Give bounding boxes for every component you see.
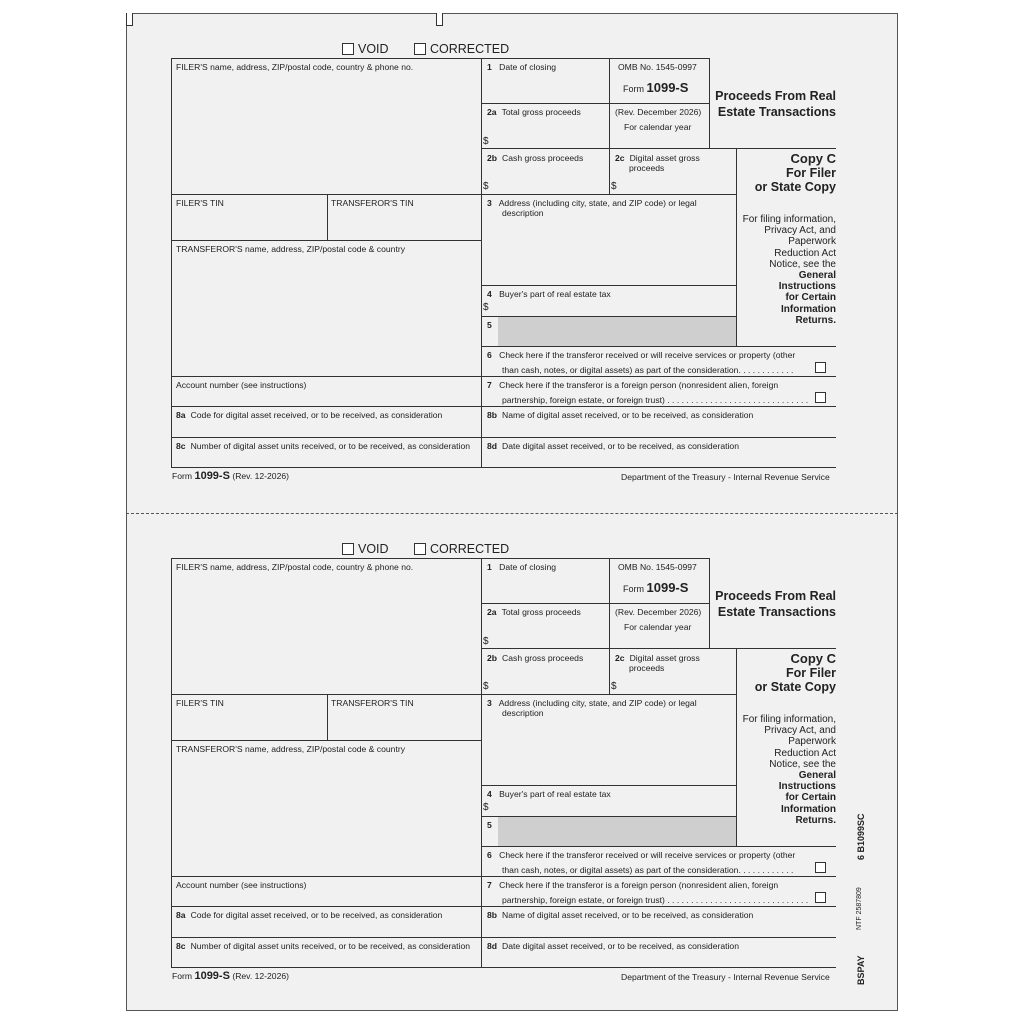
- account-number-label: Account number (see instructions): [176, 880, 307, 890]
- box4-label: 4 Buyer's part of real estate tax: [487, 289, 611, 299]
- box7-label: 7 Check here if the transferor is a foreign person (nonresident alien, foreign: [487, 880, 779, 890]
- side-ntf: NTF 2587809: [856, 887, 863, 930]
- box7-label2: partnership, foreign estate, or foreign trust) . . . . . . . . . . . . . . . . . . . . . . . . . . . . . .: [502, 395, 809, 405]
- box2c-dollar: $: [611, 181, 617, 192]
- void-checkbox[interactable]: VOID: [342, 542, 389, 556]
- form-title: Proceeds From Real Estate Transactions: [715, 89, 836, 119]
- footer-form-id: Form 1099-S (Rev. 12-2026): [172, 970, 290, 982]
- filing-info: For filing information, Privacy Act, and Paperwork Reduction Act Notice, see the General Instructions for Certain Information Returns.: [742, 714, 836, 826]
- box2b-dollar: $: [483, 181, 489, 192]
- calendar-year-label: For calendar year: [624, 122, 692, 132]
- void-checkbox[interactable]: VOID: [342, 42, 389, 56]
- box4-label: 4 Buyer's part of real estate tax: [487, 789, 611, 799]
- box2b-label: 2b Cash gross proceeds: [487, 653, 584, 663]
- rev-date: (Rev. December 2026): [615, 107, 702, 117]
- box6-label2: than cash, notes, or digital assets) as part of the consideration. . . . . . . . . . . .: [502, 865, 794, 875]
- footer-department: Department of the Treasury - Internal Revenue Service: [621, 472, 830, 482]
- omb-number: OMB No. 1545-0997: [618, 562, 697, 572]
- box4-dollar: $: [483, 802, 489, 813]
- box7-checkbox[interactable]: [815, 392, 826, 403]
- corrected-checkbox[interactable]: CORRECTED: [414, 542, 509, 556]
- box7-label2: partnership, foreign estate, or foreign trust) . . . . . . . . . . . . . . . . . . . . . . . . . . . . . .: [502, 895, 809, 905]
- box8c-label: 8c Number of digital asset units received, or to be received, as consideration: [176, 441, 471, 451]
- transferor-name-label: TRANSFEROR'S name, address, ZIP/postal code & country: [176, 244, 405, 254]
- omb-number: OMB No. 1545-0997: [618, 62, 697, 72]
- box6-checkbox[interactable]: [815, 862, 826, 873]
- footer-form-id: Form 1099-S (Rev. 12-2026): [172, 470, 290, 482]
- box6-label2: than cash, notes, or digital assets) as part of the consideration. . . . . . . . . . . .: [502, 365, 794, 375]
- box2a-dollar: $: [483, 136, 489, 147]
- account-number-label: Account number (see instructions): [176, 380, 307, 390]
- filer-name-label: FILER'S name, address, ZIP/postal code, country & phone no.: [176, 62, 414, 72]
- rev-date: (Rev. December 2026): [615, 607, 702, 617]
- box8c-label: 8c Number of digital asset units received, or to be received, as consideration: [176, 941, 471, 951]
- box2b-label: 2b Cash gross proceeds: [487, 153, 584, 163]
- box2c-label: 2c Digital asset gross: [615, 653, 700, 663]
- form-title: Proceeds From Real Estate Transactions: [715, 589, 836, 619]
- form-copy: [0, 500, 1024, 1000]
- filing-info: For filing information, Privacy Act, and Paperwork Reduction Act Notice, see the General Instructions for Certain Information Returns.: [742, 214, 836, 326]
- box2c-label2: proceeds: [629, 663, 665, 673]
- side-code: 6 B1099SC: [856, 813, 866, 860]
- box5-label: 5: [487, 320, 492, 330]
- box2a-label: 2a Total gross proceeds: [487, 107, 581, 117]
- form-number: Form 1099-S: [623, 580, 689, 595]
- box3-label: 3 Address (including city, state, and ZIP code) or legal: [487, 198, 697, 208]
- box3-label2: description: [502, 708, 544, 718]
- box8b-label: 8b Name of digital asset received, or to be received, as consideration: [487, 410, 754, 420]
- corrected-checkbox[interactable]: CORRECTED: [414, 42, 509, 56]
- box2a-label: 2a Total gross proceeds: [487, 607, 581, 617]
- form-number: Form 1099-S: [623, 80, 689, 95]
- calendar-year-label: For calendar year: [624, 622, 692, 632]
- box2c-dollar: $: [611, 681, 617, 692]
- box7-checkbox[interactable]: [815, 892, 826, 903]
- box7-label: 7 Check here if the transferor is a foreign person (nonresident alien, foreign: [487, 380, 779, 390]
- box8b-label: 8b Name of digital asset received, or to be received, as consideration: [487, 910, 754, 920]
- box8a-label: 8a Code for digital asset received, or to be received, as consideration: [176, 910, 443, 920]
- filer-tin-label: FILER'S TIN: [176, 198, 224, 208]
- box2a-dollar: $: [483, 636, 489, 647]
- box3-label2: description: [502, 208, 544, 218]
- box6-label: 6 Check here if the transferor received or will receive services or property (other: [487, 350, 796, 360]
- box5-shaded: [498, 317, 736, 346]
- box1-label: 1 Date of closing: [487, 62, 557, 72]
- transferor-name-label: TRANSFEROR'S name, address, ZIP/postal code & country: [176, 744, 405, 754]
- box3-label: 3 Address (including city, state, and ZIP code) or legal: [487, 698, 697, 708]
- footer-department: Department of the Treasury - Internal Revenue Service: [621, 972, 830, 982]
- copy-designation: Copy C For Filer or State Copy: [754, 651, 836, 694]
- transferor-tin-label: TRANSFEROR'S TIN: [331, 698, 414, 708]
- filer-name-label: FILER'S name, address, ZIP/postal code, country & phone no.: [176, 562, 414, 572]
- form-copy: [0, 0, 1024, 500]
- box6-label: 6 Check here if the transferor received or will receive services or property (other: [487, 850, 796, 860]
- filer-tin-label: FILER'S TIN: [176, 698, 224, 708]
- box5-shaded: [498, 817, 736, 846]
- box2c-label: 2c Digital asset gross: [615, 153, 700, 163]
- box2c-label2: proceeds: [629, 163, 665, 173]
- transferor-tin-label: TRANSFEROR'S TIN: [331, 198, 414, 208]
- box8d-label: 8d Date digital asset received, or to be received, as consideration: [487, 441, 739, 451]
- copy-designation: Copy C For Filer or State Copy: [754, 151, 836, 194]
- box2b-dollar: $: [483, 681, 489, 692]
- box1-label: 1 Date of closing: [487, 562, 557, 572]
- box4-dollar: $: [483, 302, 489, 313]
- box5-label: 5: [487, 820, 492, 830]
- side-bspay: BSPAY: [856, 955, 866, 985]
- box8a-label: 8a Code for digital asset received, or to be received, as consideration: [176, 410, 443, 420]
- box6-checkbox[interactable]: [815, 362, 826, 373]
- box8d-label: 8d Date digital asset received, or to be received, as consideration: [487, 941, 739, 951]
